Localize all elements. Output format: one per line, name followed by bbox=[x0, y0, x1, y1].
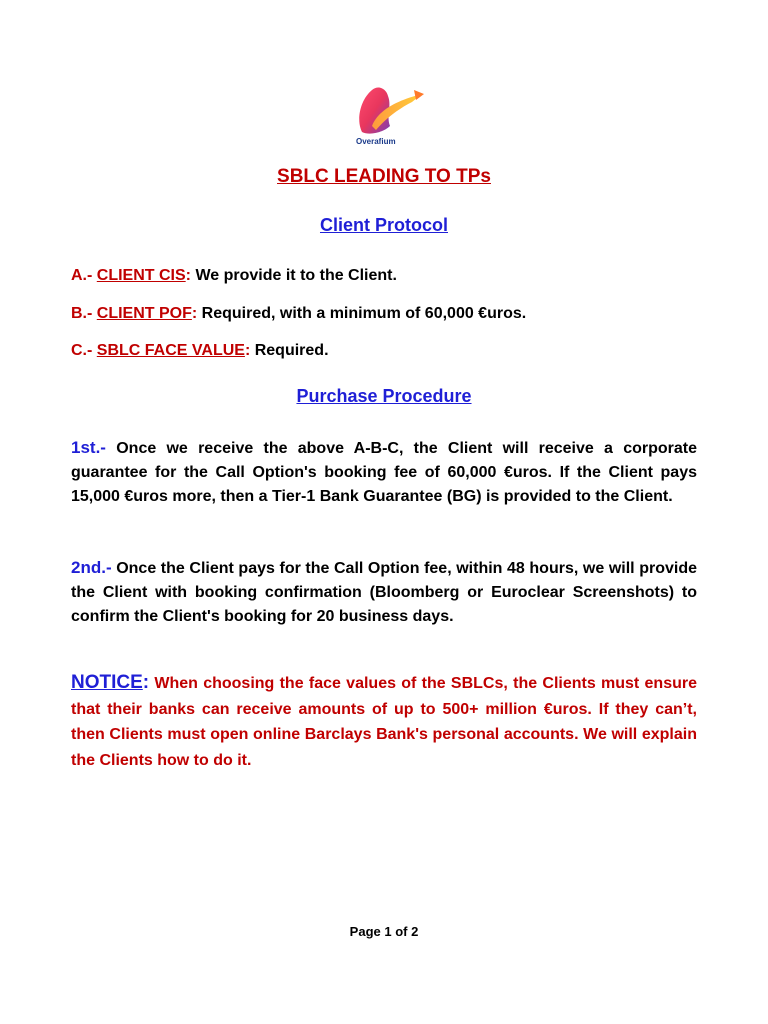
protocol-item-a bbox=[71, 266, 701, 286]
protocol-item-b bbox=[71, 304, 701, 324]
item-text: We provide it to the Client. bbox=[195, 267, 397, 284]
logo-brand-text: Overafium bbox=[356, 137, 396, 146]
procedure-step-1 bbox=[71, 436, 697, 509]
step-text: Once the Client pays for the Call Option fee, within 48 hours, we will provide the Client with booking confirmation (Bloomberg or Euroclear Screenshots) to confirm the Client's booking for 20 business days. bbox=[71, 560, 697, 625]
item-key: CLIENT CIS bbox=[96, 267, 186, 284]
notice-paragraph bbox=[71, 670, 697, 773]
item-colon: : bbox=[191, 305, 198, 322]
notice-label: NOTICE bbox=[71, 672, 143, 693]
notice-text: When choosing the face values of the SBLCs, the Clients must ensure that their banks can receive amounts of up to 500+ million €uros. If they can’t, then Clients must open online Barclays Bank's personal accounts. We will explain the Clients how to do it. bbox=[71, 675, 697, 769]
item-key: CLIENT POF bbox=[96, 305, 192, 322]
item-colon: : bbox=[185, 267, 191, 284]
item-colon: : bbox=[244, 342, 251, 359]
item-text: Required. bbox=[254, 342, 329, 359]
step-label: 1st.- bbox=[71, 438, 106, 457]
page-number: Page 1 of 2 bbox=[349, 924, 419, 939]
step-label: 2nd.- bbox=[71, 558, 112, 577]
client-protocol-heading: Client Protocol bbox=[319, 215, 448, 235]
step-text: Once we receive the above A-B-C, the Client will receive a corporate guarantee for the Call Option's booking fee of 60,000 €uros. If the Client pays 15,000 €uros more, then a Tier-1 Bank Guarantee (BG) is provided to the Client. bbox=[71, 440, 697, 505]
document-title: SBLC LEADING TO TPs bbox=[277, 166, 491, 187]
notice-colon: : bbox=[142, 672, 150, 693]
protocol-item-c bbox=[71, 341, 701, 361]
procedure-step-2 bbox=[71, 556, 697, 629]
item-prefix: B.- bbox=[71, 305, 93, 322]
item-prefix: A.- bbox=[71, 267, 93, 284]
item-text: Required, with a minimum of 60,000 €uros. bbox=[201, 305, 527, 322]
purchase-procedure-heading: Purchase Procedure bbox=[296, 386, 472, 406]
rocket-logo-icon bbox=[350, 82, 426, 148]
item-key: SBLC FACE VALUE bbox=[96, 342, 245, 359]
item-prefix: C.- bbox=[71, 342, 93, 359]
